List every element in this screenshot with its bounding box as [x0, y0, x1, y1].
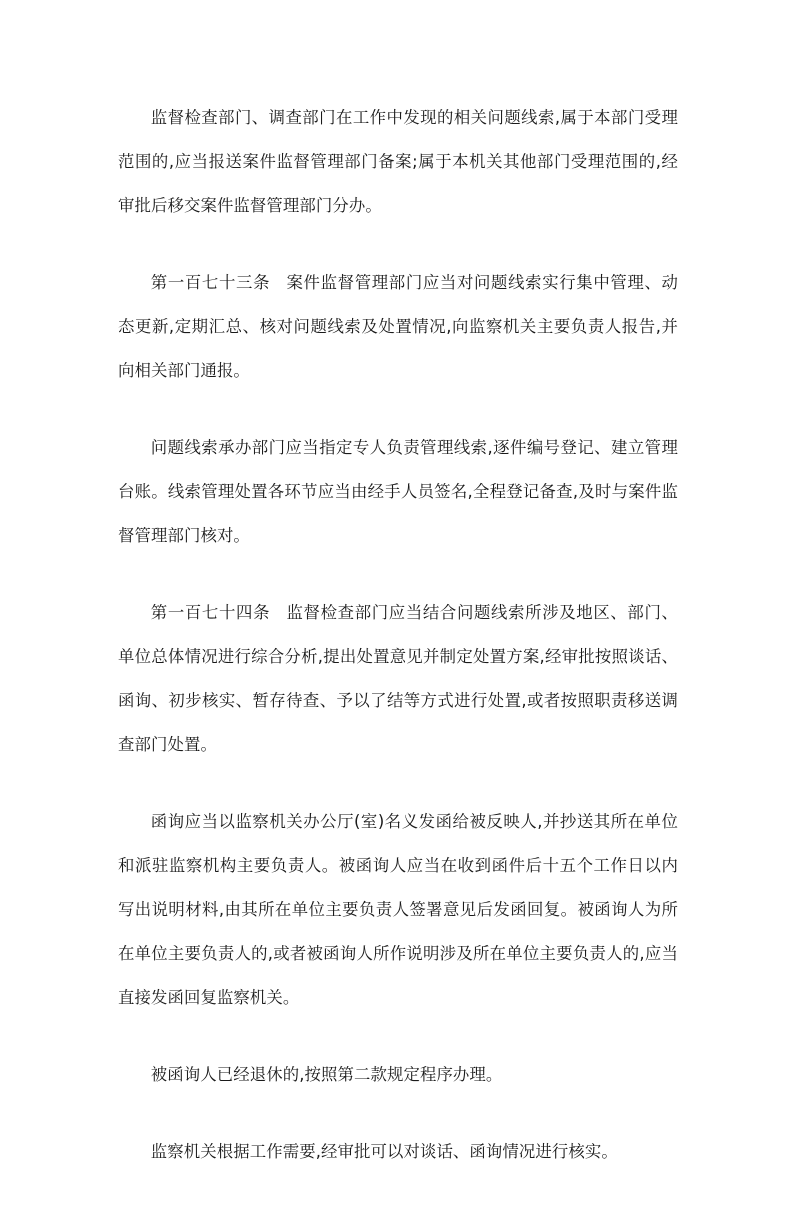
paragraph-article-173 [118, 261, 678, 393]
paragraph-text: 监督检查部门应当结合问题线索所涉及地区、部门、单位总体情况进行综合分析,提出处置意见并制定处置方案,经审批按照谈话、函询、初步核实、暂存待查、予以了结等方式进行处置,或者按照职责移送调查部门处置。 [118, 603, 678, 754]
paragraph-text: 函询应当以监察机关办公厅(室)名义发函给被反映人,并抄送其所在单位和派驻监察机构主要负责人。被函询人应当在收到函件后十五个工作日以内写出说明材料,由其所在单位主要负责人签署意见后发函回复。被函询人为所在单位主要负责人的,或者被函询人所作说明涉及所在单位主要负责人的,应当直接发函回复监察机关。 [118, 812, 678, 1007]
article-number: 第一百七十四条 [150, 603, 271, 622]
paragraph-1 [118, 96, 678, 228]
paragraph-5 [118, 800, 678, 1020]
paragraph-7 [118, 1130, 678, 1174]
paragraph-text: 监察机关根据工作需要,经审批可以对谈话、函询情况进行核实。 [150, 1142, 618, 1161]
paragraph-text: 监督检查部门、调查部门在工作中发现的相关问题线索,属于本部门受理范围的,应当报送案件监督管理部门备案;属于本机关其他部门受理范围的,经审批后移交案件监督管理部门分办。 [118, 108, 678, 215]
paragraph-article-174 [118, 591, 678, 767]
paragraph-text: 问题线索承办部门应当指定专人负责管理线索,逐件编号登记、建立管理台账。线索管理处置各环节应当由经手人员签名,全程登记备查,及时与案件监督管理部门核对。 [118, 438, 678, 545]
paragraph-text: 被函询人已经退休的,按照第二款规定程序办理。 [150, 1065, 503, 1084]
document-body [118, 96, 678, 1207]
article-number: 第一百七十三条 [150, 273, 271, 292]
paragraph-text: 案件监督管理部门应当对问题线索实行集中管理、动态更新,定期汇总、核对问题线索及处置情况,向监察机关主要负责人报告,并向相关部门通报。 [118, 273, 678, 380]
paragraph-6 [118, 1053, 678, 1097]
paragraph-3 [118, 426, 678, 558]
